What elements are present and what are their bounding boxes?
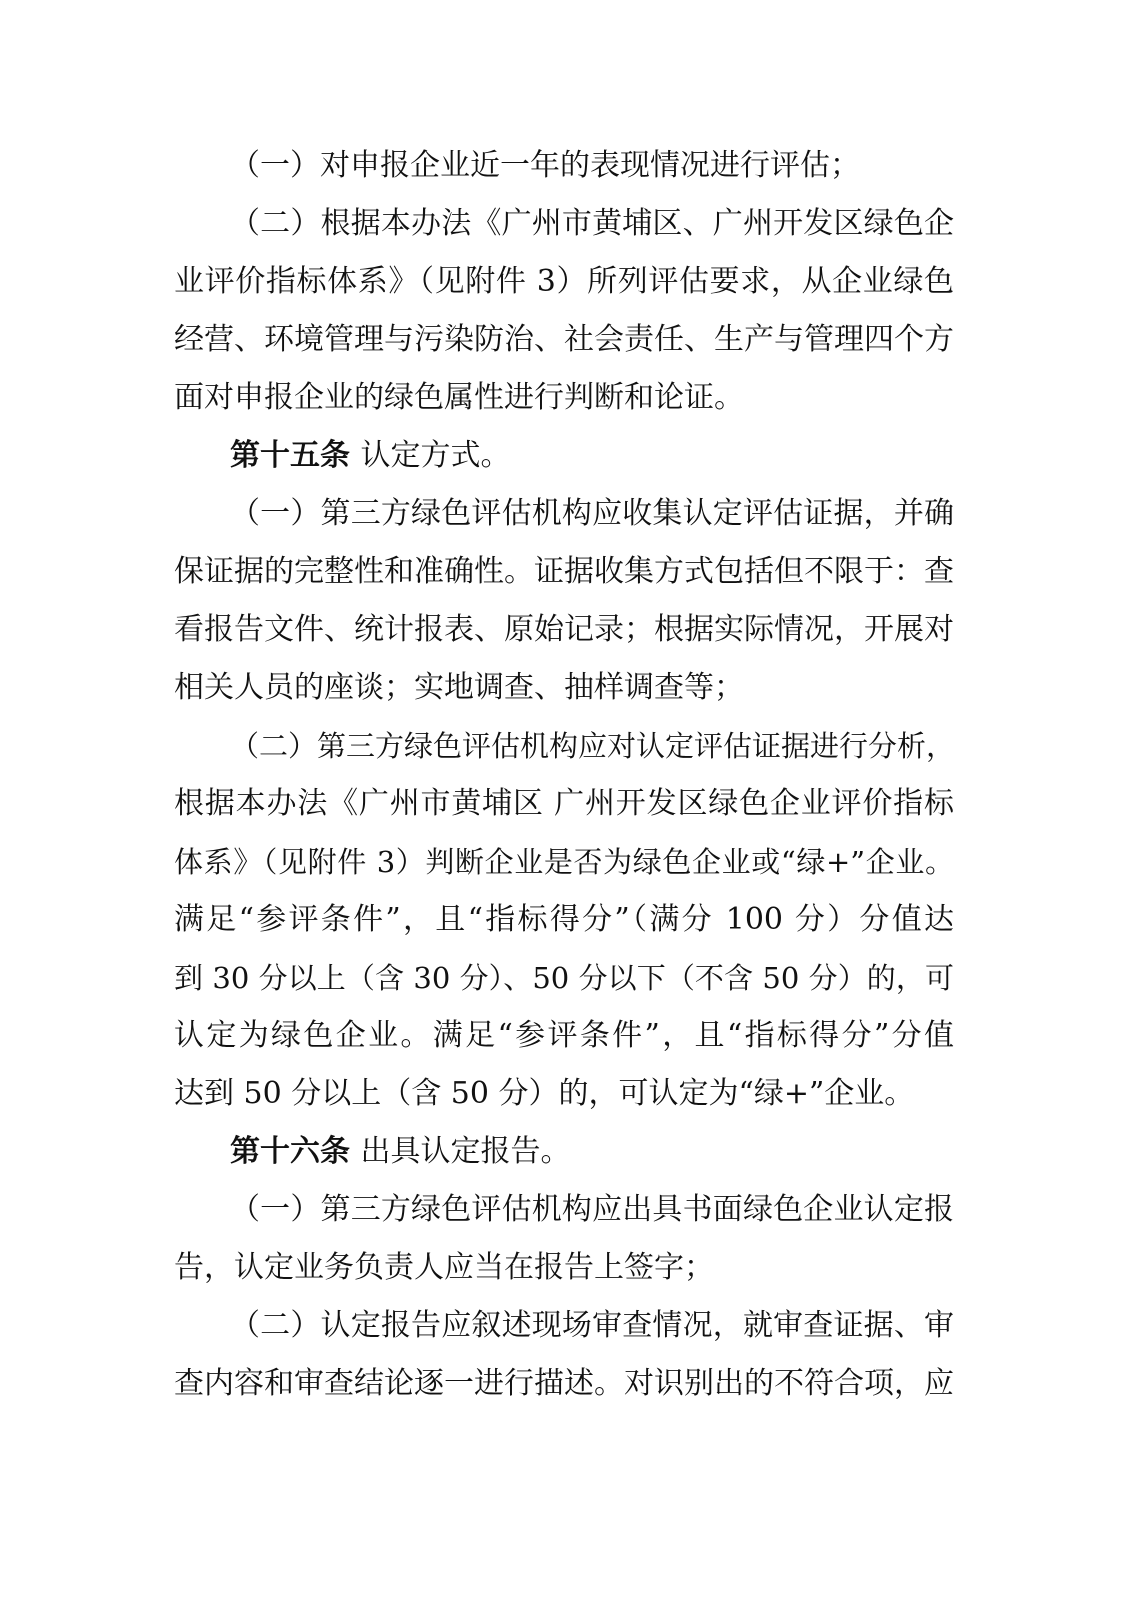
paragraph-line: 保证据的完整性和准确性。证据收集方式包括但不限于：查: [174, 554, 954, 589]
article-16-title: 出具认定报告。: [360, 1134, 571, 1169]
article-15-label: 第十五条: [230, 438, 350, 473]
article-16-heading: [230, 1132, 954, 1172]
paragraph-line: 业评价指标体系》（见附件 3）所列评估要求，从企业绿色: [174, 264, 954, 299]
paragraph-line: 经营、环境管理与污染防治、社会责任、生产与管理四个方: [174, 322, 954, 357]
paragraph-line: 达到 50 分以上（含 50 分）的，可认定为“绿+”企业。: [174, 1076, 915, 1111]
paragraph-line: 根据本办法《广州市黄埔区 广州开发区绿色企业评价指标: [174, 786, 954, 821]
paragraph-line: 相关人员的座谈；实地调查、抽样调查等；: [174, 670, 744, 705]
paragraph-line: 体系》（见附件 3）判断企业是否为绿色企业或“绿+”企业。: [174, 845, 954, 879]
paragraph-line: 查内容和审查结论逐一进行描述。对识别出的不符合项，应: [174, 1366, 954, 1401]
paragraph-line: （一）第三方绿色评估机构应出具书面绿色企业认定报: [230, 1192, 954, 1227]
article-15-title: 认定方式。: [360, 438, 511, 473]
article-16-label: 第十六条: [230, 1134, 350, 1169]
paragraph-line: （二）根据本办法《广州市黄埔区、广州开发区绿色企: [230, 206, 954, 241]
paragraph-line: （二）第三方绿色评估机构应对认定评估证据进行分析，: [230, 729, 956, 763]
paragraph-line: （一）对申报企业近一年的表现情况进行评估；: [230, 148, 860, 183]
paragraph-line: 满足“参评条件”，且“指标得分”（满分 100 分）分值达: [174, 902, 954, 937]
paragraph-line: 看报告文件、统计报表、原始记录；根据实际情况，开展对: [174, 612, 954, 647]
paragraph-line: 告，认定业务负责人应当在报告上签字；: [174, 1250, 714, 1285]
paragraph-line: （二）认定报告应叙述现场审查情况，就审查证据、审: [230, 1308, 954, 1343]
paragraph-line: 到 30 分以上（含 30 分）、50 分以下（不含 50 分）的，可: [174, 961, 954, 995]
paragraph-line: 认定为绿色企业。满足“参评条件”，且“指标得分”分值: [174, 1018, 954, 1053]
article-15-heading: [230, 436, 954, 476]
paragraph-line: （一）第三方绿色评估机构应收集认定评估证据，并确: [230, 496, 954, 531]
paragraph-line: 面对申报企业的绿色属性进行判断和论证。: [174, 380, 744, 415]
